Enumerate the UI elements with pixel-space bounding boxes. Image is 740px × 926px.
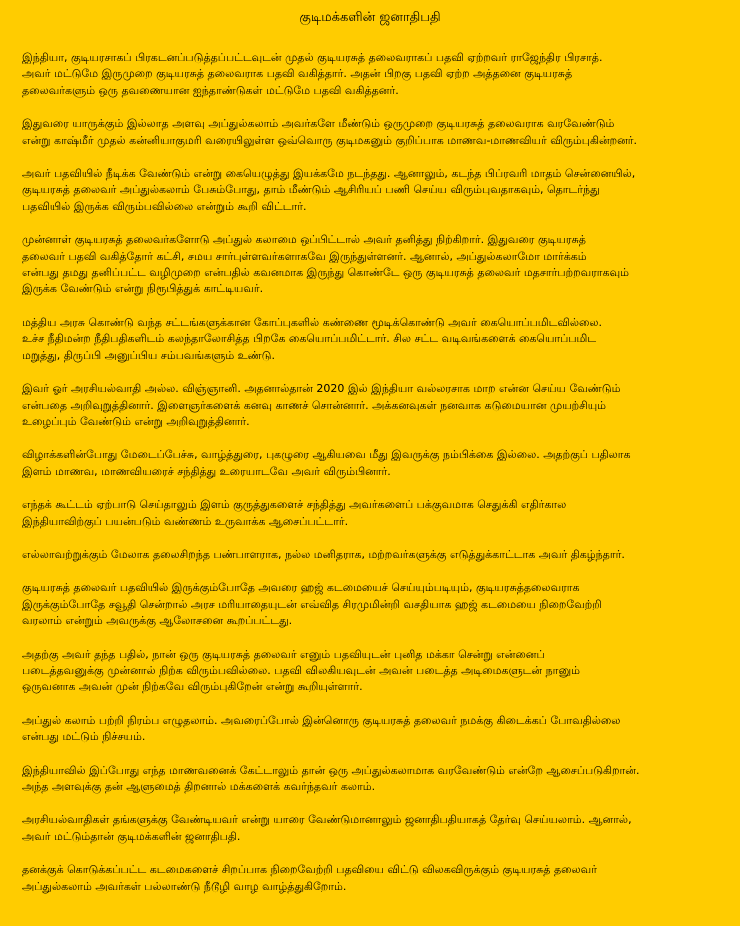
paragraph-line: அப்துல் கலாம் பற்றி நிரம்ப எழுதலாம். அவரைப்போல் இன்னொரு குடியரசுத் தலைவர் நமக்கு கிடைக்கப் போவதில்லை	[22, 713, 621, 727]
paragraph-line: அப்துல்கலாம் அவர்கள் பல்லாண்டு நீடூழி வாழ வாழ்த்துகிறோம்.	[22, 879, 347, 893]
paragraph-line: என்பதை அறிவுறுத்தினார். இளைஞர்களைக் கனவு காணச் சொன்னார். அக்கனவுகள் நனவாக கடுமையான முயற்சியும்	[22, 398, 607, 412]
article-paragraph	[22, 315, 718, 364]
paragraph-line: மறுத்து, திருப்பி அனுப்பிய சம்பவங்களும் உண்டு.	[22, 348, 275, 362]
paragraph-line: என்பது மட்டும் நிச்சயம்.	[22, 730, 146, 744]
paragraph-line: என்பது தமது தனிப்பட்ட வழிமுறை என்பதில் கவனமாக இருந்து கொண்டே ஒரு குடியரசுத் தலைவர் மதசார்பற்றவராகவும்	[22, 266, 629, 280]
paragraph-line: மத்திய அரசு கொண்டு வந்த சட்டங்களுக்கான கோப்புகளில் கண்ணை மூடிக்கொண்டு அவர் கையொப்பமிடவில்லை.	[22, 315, 603, 329]
paragraph-line: இருக்க வேண்டும் என்று நிரூபித்துக் காட்டியவர்.	[22, 282, 264, 296]
article-paragraph	[22, 447, 718, 480]
article-paragraph	[22, 713, 718, 746]
paragraph-line: அவர் மட்டும்தான் குடிமக்களின் ஜனாதிபதி.	[22, 829, 241, 843]
paragraph-line: அரசியல்வாதிகள் தங்களுக்கு வேண்டியவர் என்று யாரை வேண்டுமானாலும் ஜனாதிபதியாகத் தேர்வு செய்யலாம். ஆனால்,	[22, 813, 632, 827]
paragraph-line: விழாக்களின்போது மேடைப்பேச்சு, வாழ்த்துரை, புகழுரை ஆகியவை மீது இவருக்கு நம்பிக்கை இல்லை. அதற்குப் பதிலாக	[22, 448, 631, 462]
paragraph-line: இளம் மாணவ, மாணவியரைச் சந்தித்து உரையாடவே அவர் விரும்பினார்.	[22, 464, 391, 478]
article-paragraph	[22, 166, 718, 215]
article-paragraph	[22, 381, 718, 430]
paragraph-line: உழைப்பும் வேண்டும் என்று அறிவுறுத்தினார்.	[22, 414, 250, 428]
paragraph-line: படைத்தவனுக்கு முன்னால் நிற்க விரும்பவில்லை. பதவி விலகியவுடன் அவன் படைத்த அடிமைகளுடன் நானும்	[22, 663, 580, 677]
paragraph-line: தனக்குக் கொடுக்கப்பட்ட கடமைகளைச் சிறப்பாக நிறைவேற்றி பதவியை விட்டு விலகவிருக்கும் குடியரசுத் தலைவர்	[22, 863, 597, 877]
paragraph-line: இந்தியாவில் இப்போது எந்த மாணவனைக் கேட்டாலும் தான் ஒரு அப்துல்கலாமாக வரவேண்டும் என்றே ஆசைப்படுகிறான்.	[22, 763, 640, 777]
paragraph-line: அந்த அளவுக்கு தன் ஆளுமைத் திறனால் மக்களைக் கவர்ந்தவர் கலாம்.	[22, 780, 376, 793]
article-paragraph	[22, 50, 718, 99]
paragraph-line: உச்ச நீதிமன்ற நீதிபதிகளிடம் கலந்தாலோசித்த பிறகே கையொப்பமிட்டார். சில சட்ட வடிவங்களைக் கையொப்பமிட	[22, 332, 597, 346]
article-title: குடிமக்களின் ஜனாதிபதி	[299, 10, 441, 25]
paragraph-line: அதற்கு அவர் தந்த பதில், நான் ஒரு குடியரசுத் தலைவர் எனும் பதவியுடன் புனித மக்கா சென்று என்னைப்	[22, 647, 545, 661]
paragraph-line: எந்தக் கூட்டம் ஏற்பாடு செய்தாலும் இளம் குருத்துகளைச் சந்தித்து அவர்களைப் பக்குவமாக செதுக்கி எதிர்கால	[22, 498, 567, 512]
paragraph-line: இந்தியாவிற்குப் பயன்படும் வண்ணம் உருவாக்க ஆசைப்பட்டார்.	[22, 514, 349, 528]
article-paragraph	[22, 232, 718, 298]
paragraph-line: அவர் மட்டுமே இருமுறை குடியரசுத் தலைவராக பதவி வகித்தார். அதன் பிறகு பதவி ஏற்ற அத்தனை குடியரசுத்	[22, 67, 573, 81]
paragraph-line: ஒருவனாக அவன் முன் நிற்கவே விரும்புகிறேன் என்று கூறியுள்ளார்.	[22, 680, 363, 694]
paragraph-line: என்று காஷ்மீர் முதல் கன்னியாகுமரி வரையிலுள்ள ஒவ்வொரு குடிமகனும் குறிப்பாக மாணவ-மாணவியர் விரும்புகின்றனர்.	[22, 133, 638, 147]
paragraph-line: முன்னாள் குடியரசுத் தலைவர்களோடு அப்துல் கலாமை ஒப்பிட்டால் அவர் தனித்து நிற்கிறார். இதுவரை குடியரசுத்	[22, 233, 586, 247]
paragraph-line: இதுவரை யாருக்கும் இல்லாத அளவு அப்துல்கலாம் அவர்களே மீண்டும் ஒருமுறை குடியரசுத் தலைவராக வரவேண்டும்	[22, 117, 615, 131]
paragraph-line: இந்தியா, குடியரசாகப் பிரகடனப்படுத்தப்பட்டவுடன் முதல் குடியரசுத் தலைவராகப் பதவி ஏற்றவர் ராஜேந்திர பிரசாத்.	[22, 51, 603, 64]
paragraph-line: அவர் பதவியில் நீடிக்க வேண்டும் என்று கையெழுத்து இயக்கமே நடந்தது. ஆனாலும், கடந்த பிப்ரவரி மாதம் சென்னையில்,	[22, 167, 636, 181]
paragraph-line: தலைவர்களும் ஒரு தவணையான ஐந்தாண்டுகள் மட்டுமே பதவி வகித்தனர்.	[22, 83, 399, 97]
article-paragraph	[22, 763, 718, 796]
article-paragraph	[22, 116, 718, 149]
paragraph-line: குடியரசுத் தலைவர் அப்துல்கலாம் பேசும்போது, தாம் மீண்டும் ஆசிரியப் பணி செய்ய விரும்புவதாகவும், தொடர்ந்து	[22, 183, 600, 197]
article-body	[22, 50, 718, 895]
article-paragraph	[22, 580, 718, 629]
paragraph-line: தலைவர் பதவி வகித்தோர் கட்சி, சமய சார்புள்ளவர்களாகவே இருந்துள்ளனர். ஆனால், அப்துல்கலாமோ மார்க்கம்	[22, 249, 587, 263]
paragraph-line: இவர் ஓர் அரசியல்வாதி அல்ல. விஞ்ஞானி. அதனால்தான் 2020 இல் இந்தியா வல்லரசாக மாற என்ன செய்ய வேண்டும்	[22, 382, 621, 396]
article-paragraph	[22, 812, 718, 845]
paragraph-line: பதவியில் இருக்க விரும்பவில்லை என்றும் கூறி விட்டார்.	[22, 199, 307, 213]
article-paragraph	[22, 647, 718, 696]
article-paragraph	[22, 862, 718, 895]
paragraph-line: வரலாம் என்றும் அவருக்கு ஆலோசனை கூறப்பட்டது.	[22, 614, 293, 628]
paragraph-line: எல்லாவற்றுக்கும் மேலாக தலைசிறந்த பண்பாளராக, நல்ல மனிதராக, மற்றவர்களுக்கு எடுத்துக்காட்டாக அவர் திகழ்ந்தார்.	[22, 547, 625, 561]
article-paragraph	[22, 547, 718, 563]
article-paragraph	[22, 497, 718, 530]
paragraph-line: இருக்கும்போதே சவூதி சென்றால் அரச மரியாதையுடன் எவ்வித சிரமுமின்றி வசதியாக ஹஜ் கடமையை நிறைவேற்றி	[22, 597, 602, 611]
paragraph-line: குடியரசுத் தலைவர் பதவியில் இருக்கும்போதே அவரை ஹஜ் கடமையைச் செய்யும்படியும், குடியரசுத்தலைவராக	[22, 581, 580, 595]
